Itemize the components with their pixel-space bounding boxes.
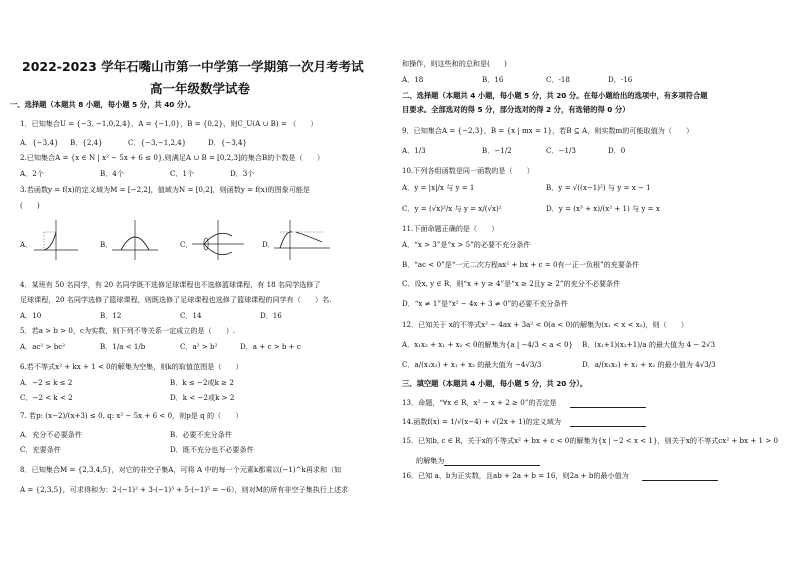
question-9: 9．已知集合A = {−2,3}，B = {x | mx = 1}，若B ⊆ A，则实数m的可能取值为（ ） (402, 126, 694, 135)
question-8-line1: 8．已知集合M = {2,3,4,5}，对它的非空子集A，可将 A 中的每一个元素k都乘以(−1)^k再求和（如 (20, 465, 342, 474)
question-8-line2: A = {2,3,5}，可求得和为：2·(−1)² + 3·(−1)³ + 5·(−1)⁵ = −6），则对M的所有非空子集执行上述求 (20, 485, 349, 494)
q10-option-c: C．y = (√x)²/x 与 y = x/(√x)² (402, 204, 502, 213)
question-3-paren: ( ) (20, 201, 40, 210)
exam-title: 2022-2023 学年石嘴山市第一中学第一学期第一次月考考试 (22, 59, 364, 74)
q11-option-a: A．“x > 3”是“x > 5”的必要不充分条件 (402, 240, 531, 249)
q8-option-a: A．18 (402, 75, 424, 84)
q8-option-c: C．-18 (546, 75, 570, 84)
question-14: 14.函数f(x) = 1/√(x−4) + √(2x + 1)的定义域为 (402, 417, 561, 426)
q4-option-b: B．12 (100, 311, 122, 320)
q10-option-d: D．y = (x³ + x)/(x² + 1) 与 y = x (546, 204, 660, 213)
q5-option-c: C．a² > b² (180, 342, 218, 351)
q8-option-d: D．-16 (608, 75, 633, 84)
q12-option-d: D．a/(x₁x₂) + x₁ + x₂ 的最小值为 4√3/3 (582, 360, 716, 369)
question-11: 11.下面命题正确的是（ ） (402, 224, 499, 233)
question-12: 12．已知关于 x的不等式x² − 4ax + 3a² < 0(a < 0)的解集为(x₁ < x < x₂)，则（ ） (402, 320, 688, 329)
q13-answer-blank[interactable] (570, 407, 646, 408)
q3-graph-d (272, 218, 332, 262)
q9-option-a: A．1/3 (402, 146, 426, 155)
question-13: 13．命题，“∀x ∈ R，x² − x + 2 ≥ 0”的否定是 (402, 398, 557, 407)
q4-option-a: A．10 (20, 311, 42, 320)
q12-option-b: B．(x₁+1)(x₂+1)/a 的最大值为 4 − 2√3 (582, 340, 716, 349)
q5-option-d: D．a + c > b + c (240, 342, 301, 351)
q2-option-a: A．2个 (20, 169, 44, 178)
q2-option-b: B．4个 (100, 169, 124, 178)
q3-graph-b (110, 218, 160, 262)
q3-option-c: C． (180, 240, 193, 249)
q4-option-d: D．16 (260, 311, 282, 320)
section-heading-2-line1: 二、选择题（本题共 4 小题，每小题 5 分，共 20 分。在每小题给出的选项中，有多项符合题 (402, 91, 708, 100)
q1-option-d: D．{−3,4} (208, 138, 248, 147)
q3-option-b: B． (100, 240, 113, 249)
q9-option-b: B．−1/2 (482, 146, 512, 155)
q11-option-d: D．“x ≠ 1”是“x² − 4x + 3 ≠ 0”的必要不充分条件 (402, 299, 568, 308)
q10-option-a: A．y = |x|/x 与 y = 1 (402, 183, 475, 192)
section-heading-3: 三、填空题（本题共 4 小题，每小题 5 分，共 20 分）。 (402, 379, 588, 388)
question-16: 16．已知 a、b为正实数，且ab + 2a + b = 16，则2a + b的最小值为 (402, 471, 629, 480)
q3-option-d: D． (262, 240, 275, 249)
q14-answer-blank[interactable] (570, 426, 646, 427)
question-15-line2: 的解集为 (416, 456, 445, 465)
question-8-line3: 和操作，则这些和的总和是( ) (402, 59, 507, 68)
q3-graph-a (32, 218, 80, 262)
q3-option-a: A． (20, 240, 33, 249)
q5-option-a: A．ac² > bc² (20, 342, 66, 351)
question-4-line1: 4．某班有 50 名同学，有 20 名同学既不选修足球课程也不选修篮球课程，有 18 名同学选修了 (20, 280, 321, 289)
q5-option-b: B．1/a < 1/b (100, 342, 146, 351)
question-4-line2: 足球课程，20 名同学选修了篮球课程，则既选修了足球课程也选修了篮球课程的同学有（ ）名. (20, 295, 332, 304)
question-3: 3.若函数y = f(x)的定义域为M = [−2,2]，值域为N = [0,2]，则函数y = f(x)的图象可能是 (20, 185, 311, 194)
exam-subtitle: 高一年级数学试卷 (150, 81, 251, 96)
q2-option-d: D．3个 (230, 169, 255, 178)
question-6: 6.若不等式x² + kx + 1 < 0的解集为空集，则k的取值范围是（ ） (20, 362, 243, 371)
q11-option-c: C．设x, y ∈ R，则“x + y ≥ 4”是“x ≥ 2且y ≥ 2”的充分不必要条件 (402, 279, 621, 288)
question-15-line1: 15．已知b, c ∈ R，关于x的不等式x² + bx + c < 0的解集为{x | −2 < x < 1}，则关于x的不等式cx² + bx + 1 > 0 (402, 436, 778, 445)
q2-option-c: C．1个 (170, 169, 195, 178)
q6-option-c: C．−2 < k < 2 (20, 393, 73, 402)
q9-option-d: D．0 (608, 146, 626, 155)
q6-option-b: B．k ≤ −2或k ≥ 2 (170, 378, 234, 387)
question-5: 5．若a > b > 0，c为实数，则下列不等关系一定成立的是（ ）. (20, 326, 236, 335)
q1-option-b: B．{2,4} (70, 138, 103, 147)
q7-option-b: B．必要不充分条件 (170, 430, 232, 439)
q6-option-a: A．−2 ≤ k ≤ 2 (20, 378, 73, 387)
q10-option-b: B．y = √((x−1)²) 与 y = x − 1 (546, 183, 651, 192)
question-7: 7. 若p: (x−2)/(x+3) ≤ 0, q: x² − 5x + 6 < 0，则p是 q 的（ ） (20, 411, 243, 420)
section-heading-2-line2: 目要求。全部选对的得 5 分，部分选对的得 2 分，有选错的得 0 分） (402, 105, 630, 114)
q1-option-c: C．{−3,−1,2,4} (128, 138, 187, 147)
q6-option-d: D．k < −2或k > 2 (170, 393, 235, 402)
q15-answer-blank[interactable] (444, 465, 540, 466)
q9-option-c: C．−1/3 (546, 146, 576, 155)
q7-option-d: D．既不充分也不必要条件 (170, 445, 254, 454)
q4-option-c: C．14 (180, 311, 202, 320)
section-heading-1: 一、选择题（本题共 8 小题，每小题 5 分，共 40 分）。 (10, 100, 196, 109)
q12-option-c: C．a/(x₁x₂) + x₁ + x₂ 的最大值为 −4√3/3 (402, 360, 542, 369)
q12-option-a: A．x₁x₂ + x₁ + x₂ < 0的解集为{a | −4/3 < a < 0} (402, 340, 574, 349)
q1-option-a: A．{−3,4} (20, 138, 59, 147)
q7-option-c: C．充要条件 (20, 445, 61, 454)
q3-graph-c (190, 218, 246, 262)
question-10: 10.下列各组函数是同一函数的是（ ） (402, 166, 534, 175)
q11-option-b: B．“ac < 0”是“一元二次方程ax² + bx + c = 0有一正一负根”的充要条件 (402, 260, 640, 269)
q8-option-b: B．16 (482, 75, 504, 84)
question-2: 2.已知集合A = {x ∈ N | x² − 5x + 6 ≤ 0},则满足A ∪ B = [0,2,3]的集合B的个数是（ ） (20, 153, 324, 162)
q7-option-a: A．充分不必要条件 (20, 430, 82, 439)
q16-answer-blank[interactable] (642, 480, 718, 481)
question-1: 1．已知集合U = {−3, −1,0,2,4}，A = {−1,0}，B = {0,2}，则C_U(A ∪ B) = （ ） (20, 119, 318, 128)
